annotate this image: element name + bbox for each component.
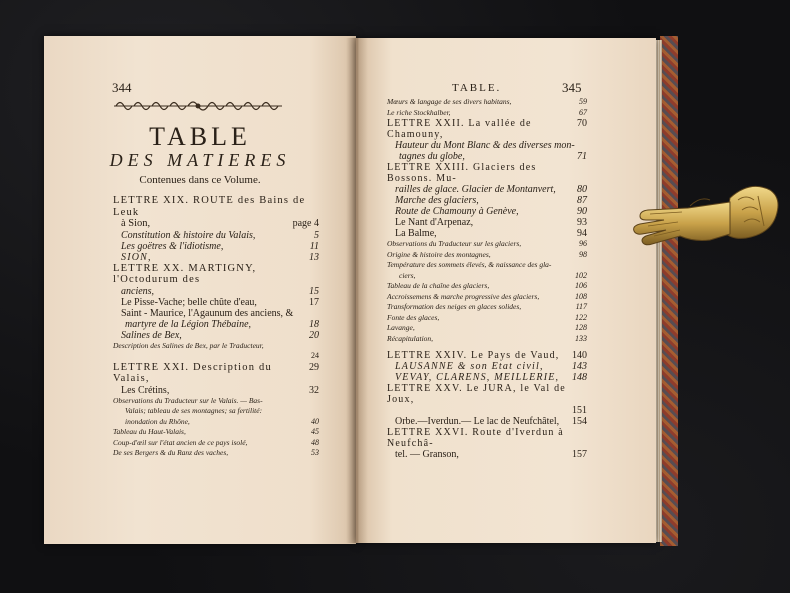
- toc-entry: Coup-d'œil sur l'état ancien de ce pays isolé, 48: [113, 437, 319, 447]
- toc-entry: LETTRE XX. MARTIGNY, l'Octodurum des: [113, 262, 257, 285]
- toc-entry: Température des sommets élevés, & naissance des gla-: [387, 260, 552, 269]
- toc-entry: Lavange, 128: [387, 323, 587, 332]
- toc-entry: LETTRE XXVI. Route d'Iverdun à Neufchâ-: [387, 427, 564, 449]
- toc-entry: Salines de Bex, 20: [121, 329, 319, 341]
- toc-entry: VEVAY, CLARENS, MEILLERIE, 148: [395, 372, 587, 383]
- toc-entry: Hauteur du Mont Blanc & des diverses mon-: [395, 140, 575, 151]
- toc-entry: Route de Chamouny à Genève, 90: [395, 206, 587, 217]
- toc-entry: LETTRE XXIII. Glaciers des Bossons. Mu-: [387, 162, 537, 184]
- toc-entry: Transformation des neiges en glaces solides, 117: [387, 302, 587, 311]
- toc-entry: Observations du Traducteur sur les glaciers, 96: [387, 239, 587, 248]
- toc-entry: Valais; tableau de ses montagnes; sa fertilité:: [125, 406, 263, 415]
- toc-entry: Accroissemens & marche progressive des glaciers, 108: [387, 291, 587, 301]
- toc-entry: ciers, 102: [399, 270, 587, 280]
- toc-entry: Les goëtres & l'idiotisme, 11: [121, 240, 319, 252]
- toc-entry: SION, 13: [121, 251, 319, 263]
- toc-entry: La Balme, 94: [395, 228, 587, 239]
- toc-entry: Les Crétins, 32: [121, 384, 319, 396]
- brass-hand-clip-icon: [618, 178, 780, 258]
- toc-entry: Récapitulation, 133: [387, 333, 587, 343]
- toc-entry: martyre de la Légion Thébaine, 18: [125, 318, 319, 330]
- toc-entry: Mœurs & langage de ses divers habitans, 59: [387, 97, 587, 106]
- book-gutter-shadow: [346, 38, 368, 543]
- toc-entry: 151: [572, 405, 587, 416]
- right-toc-list: [387, 97, 587, 460]
- toc-entry: LETTRE XXIV. Le Pays de Vaud, 140: [387, 350, 587, 361]
- toc-contents-line: Contenues dans ce Volume.: [139, 174, 261, 186]
- toc-entry: Le riche Stockhalber, 67: [387, 107, 587, 117]
- toc-entry: Orbe.—Iverdun.— Le lac de Neufchâtel, 154: [395, 416, 587, 427]
- ornamental-band-icon: [112, 98, 284, 114]
- toc-entry: Le Pisse-Vache; belle chûte d'eau, 17: [121, 296, 319, 308]
- toc-entry: LETTRE XIX. ROUTE des Bains de Leuk: [113, 195, 306, 218]
- toc-entry: Tableau du Haut-Valais, 45: [113, 427, 319, 436]
- toc-entry: Tableau de la chaîne des glaciers, 106: [387, 281, 587, 290]
- toc-entry: anciens, 15: [121, 285, 319, 297]
- toc-entry: LAUSANNE & son Etat civil, 143: [395, 361, 587, 372]
- toc-entry: LETTRE XXII. La vallée de Chamouny, 70: [387, 118, 587, 140]
- toc-entry: Marche des glaciers, 87: [395, 195, 587, 206]
- left-page-number: 344: [112, 80, 132, 95]
- toc-entry: Fonte des glaces, 122: [387, 312, 587, 322]
- toc-entry: Observations du Traducteur sur le Valais. — Bas-: [113, 395, 263, 405]
- running-header: TABLE.: [452, 82, 502, 94]
- toc-entry: LETTRE XXI. Description du Valais, 29: [113, 361, 319, 384]
- toc-entry: Saint - Maurice, l'Agaunum des anciens, &: [121, 307, 294, 319]
- toc-subtitle: DES MATIERES: [109, 150, 291, 170]
- toc-entry: inondation du Rhône, 40: [125, 416, 319, 426]
- right-page-number: 345: [562, 80, 582, 95]
- toc-entry: Le Nant d'Arpenaz, 93: [395, 217, 587, 228]
- marbled-cover-edge: [660, 36, 678, 546]
- toc-entry: LETTRE XXV. Le JURA, le Val de Joux,: [387, 383, 566, 405]
- toc-entry: De ses Bergers & du Ranz des vaches, 53: [113, 448, 319, 457]
- toc-title: TABLE: [149, 122, 251, 151]
- toc-entry: tagnes du globe, 71: [399, 151, 587, 162]
- toc-entry: tel. — Granson, 157: [395, 449, 587, 460]
- toc-entry: 24: [311, 351, 319, 360]
- left-toc-list: [113, 195, 319, 459]
- toc-entry: à Sion, page 4: [121, 218, 319, 229]
- toc-entry: railles de glace. Glacier de Montanvert, 80: [395, 184, 587, 195]
- toc-entry: Description des Salines de Bex, par le Traducteur,: [113, 340, 264, 350]
- toc-entry: Origine & histoire des montagnes, 98: [387, 249, 587, 259]
- toc-entry: Constitution & histoire du Valais, 5: [121, 229, 319, 241]
